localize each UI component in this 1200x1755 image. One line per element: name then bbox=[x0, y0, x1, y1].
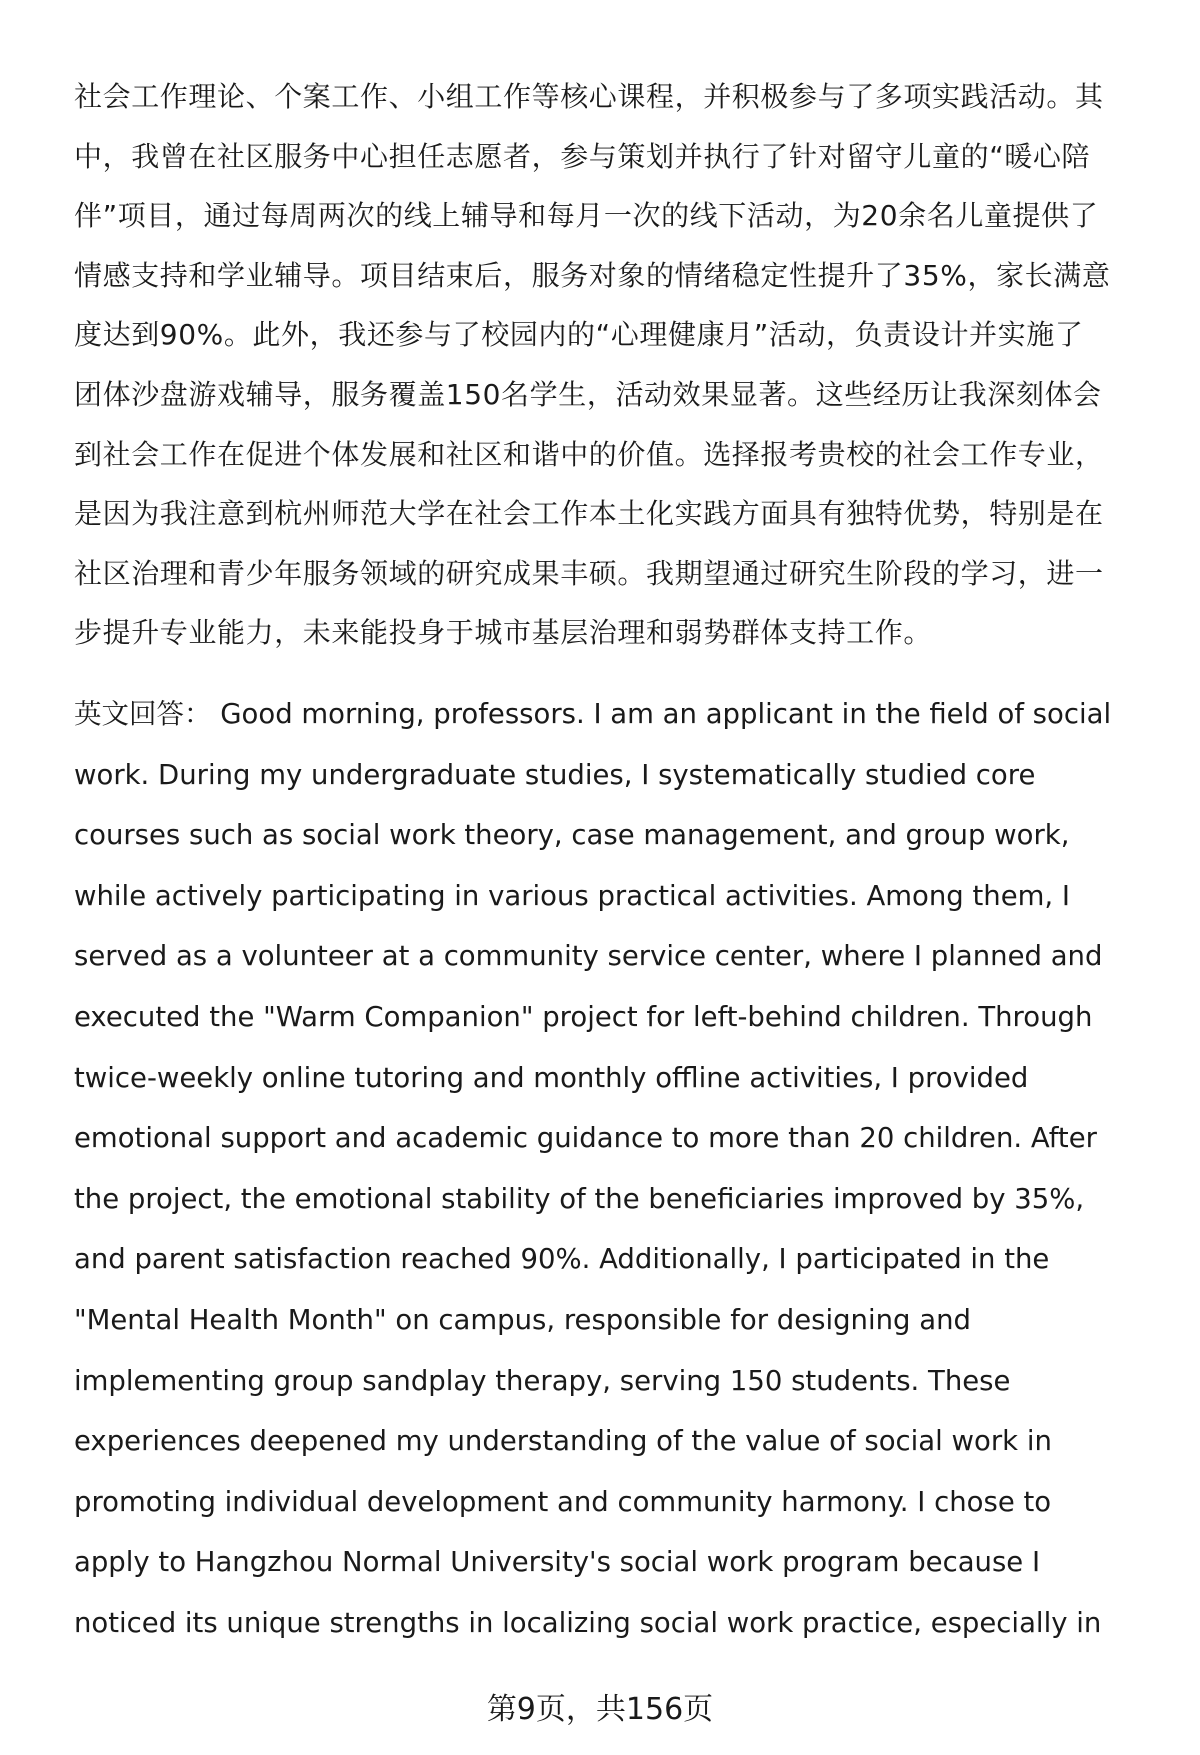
text-line: 英文回答： Good morning, professors. I am an applicant in the field of social bbox=[74, 698, 1112, 730]
text-line: 是因为我注意到杭州师范大学在社会工作本土化实践方面具有独特优势，特别是在 bbox=[74, 497, 1104, 531]
text-line: 团体沙盘游戏辅导，服务覆盖150名学生，活动效果显著。这些经历让我深刻体会 bbox=[74, 378, 1102, 411]
text-line: 到社会工作在促进个体发展和社区和谐中的价值。选择报考贵校的社会工作专业， bbox=[74, 437, 1104, 471]
text-line: apply to Hangzhou Normal University's social work program because I bbox=[74, 1546, 1041, 1579]
text-line: noticed its unique strengths in localizing social work practice, especially in bbox=[74, 1607, 1102, 1639]
text-line: 社会工作理论、个案工作、小组工作等核心课程，并积极参与了多项实践活动。其 bbox=[74, 80, 1104, 113]
text-line: and parent satisfaction reached 90%. Additionally, I participated in the bbox=[74, 1243, 1050, 1276]
page-number-footer: 第9页，共156页 bbox=[486, 1692, 714, 1727]
text-line: 社区治理和青少年服务领域的研究成果丰硕。我期望通过研究生阶段的学习，进一 bbox=[74, 556, 1104, 590]
text-line: courses such as social work theory, case management, and group work, bbox=[74, 819, 1070, 852]
text-line: "Mental Health Month" on campus, responsible for designing and bbox=[74, 1304, 971, 1336]
text-line: 中，我曾在社区服务中心担任志愿者，参与策划并执行了针对留守儿童的“暖心陪 bbox=[74, 139, 1091, 173]
text-line: the project, the emotional stability of the beneficiaries improved by 35%, bbox=[74, 1182, 1085, 1215]
text-line: emotional support and academic guidance to more than 20 children. After bbox=[74, 1122, 1097, 1155]
text-line: while actively participating in various practical activities. Among them, I bbox=[74, 879, 1071, 912]
text-line: 情感支持和学业辅导。项目结束后，服务对象的情绪稳定性提升了35%，家长满意 bbox=[74, 258, 1111, 292]
text-line: promoting individual development and community harmony. I chose to bbox=[74, 1485, 1052, 1518]
text-line: served as a volunteer at a community service center, where I planned and bbox=[74, 940, 1103, 973]
text-line: 步提升专业能力，未来能投身于城市基层治理和弱势群体支持工作。 bbox=[74, 616, 933, 650]
text-line: executed the "Warm Companion" project for left-behind children. Through bbox=[74, 1001, 1093, 1033]
text-line: twice-weekly online tutoring and monthly offline activities, I provided bbox=[74, 1061, 1029, 1094]
text-line: 度达到90%。此外，我还参与了校园内的“心理健康月”活动，负责设计并实施了 bbox=[74, 318, 1084, 352]
text-line: experiences deepened my understanding of the value of social work in bbox=[74, 1425, 1052, 1458]
text-line: implementing group sandplay therapy, serving 150 students. These bbox=[74, 1364, 1011, 1397]
text-line: work. During my undergraduate studies, I systematically studied core bbox=[74, 758, 1036, 791]
text-line: 伴”项目，通过每周两次的线上辅导和每月一次的线下活动，为20余名儿童提供了 bbox=[74, 199, 1099, 233]
